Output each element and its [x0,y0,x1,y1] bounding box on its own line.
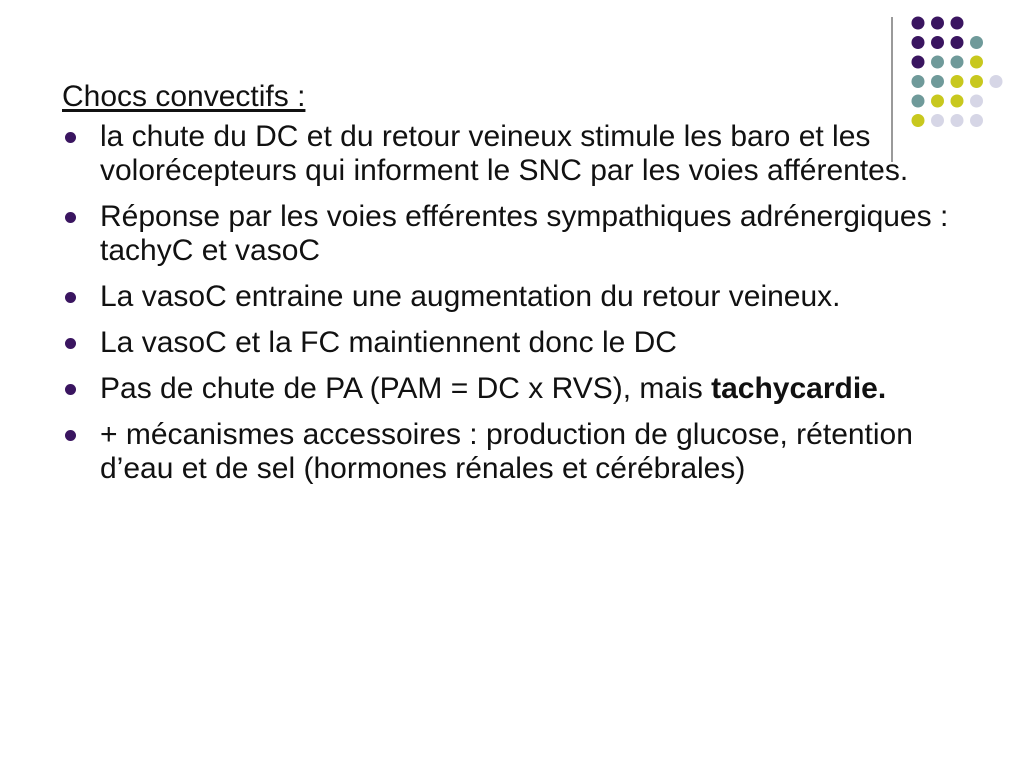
decorative-dot [931,36,944,49]
decorative-dot [951,17,964,30]
bullet-text: + mécanismes accessoires : production de glucose, rétention d’eau et de sel (hormones rénales et cérébrales) [100,418,913,485]
decorative-dot [970,114,983,127]
bullet-item [62,418,962,486]
bullet-icon [65,212,76,223]
bullet-item [62,200,962,268]
bullet-text: La vasoC et la FC maintiennent donc le DC [100,326,677,359]
bullet-icon [65,338,76,349]
bullet-icon [65,132,76,143]
bullet-item [62,120,962,188]
bullet-item [62,326,962,360]
bullet-text: Réponse par les voies efférentes sympathiques adrénergiques : tachyC et vasoC [100,200,949,267]
bullet-item [62,372,962,406]
decorative-dot [912,36,925,49]
bullet-text: Pas de chute de PA (PAM = DC x RVS), mais [100,372,712,405]
bullet-text: La vasoC entraine une augmentation du retour veineux. [100,280,841,313]
decorative-dot [931,56,944,69]
decorative-dot [951,56,964,69]
bullet-icon [65,292,76,303]
bullet-item [62,280,962,314]
decorative-dot [912,56,925,69]
decorative-dot [970,56,983,69]
bullet-list [62,120,962,486]
bullet-text: la chute du DC et du retour veineux stimule les baro et les volorécepteurs qui informent le SNC par les voies afférentes. [100,120,909,187]
bullet-icon [65,430,76,441]
decorative-dot [970,75,983,88]
bullet-icon [65,384,76,395]
decorative-dot [951,36,964,49]
decorative-dot [912,17,925,30]
decorative-dot [970,36,983,49]
decorative-dot [970,95,983,108]
slide-content [62,80,962,498]
decorative-dot [990,75,1003,88]
bullet-bold-text: tachycardie. [711,372,887,405]
decorative-dot [931,17,944,30]
slide-heading: Chocs convectifs : [62,80,306,113]
